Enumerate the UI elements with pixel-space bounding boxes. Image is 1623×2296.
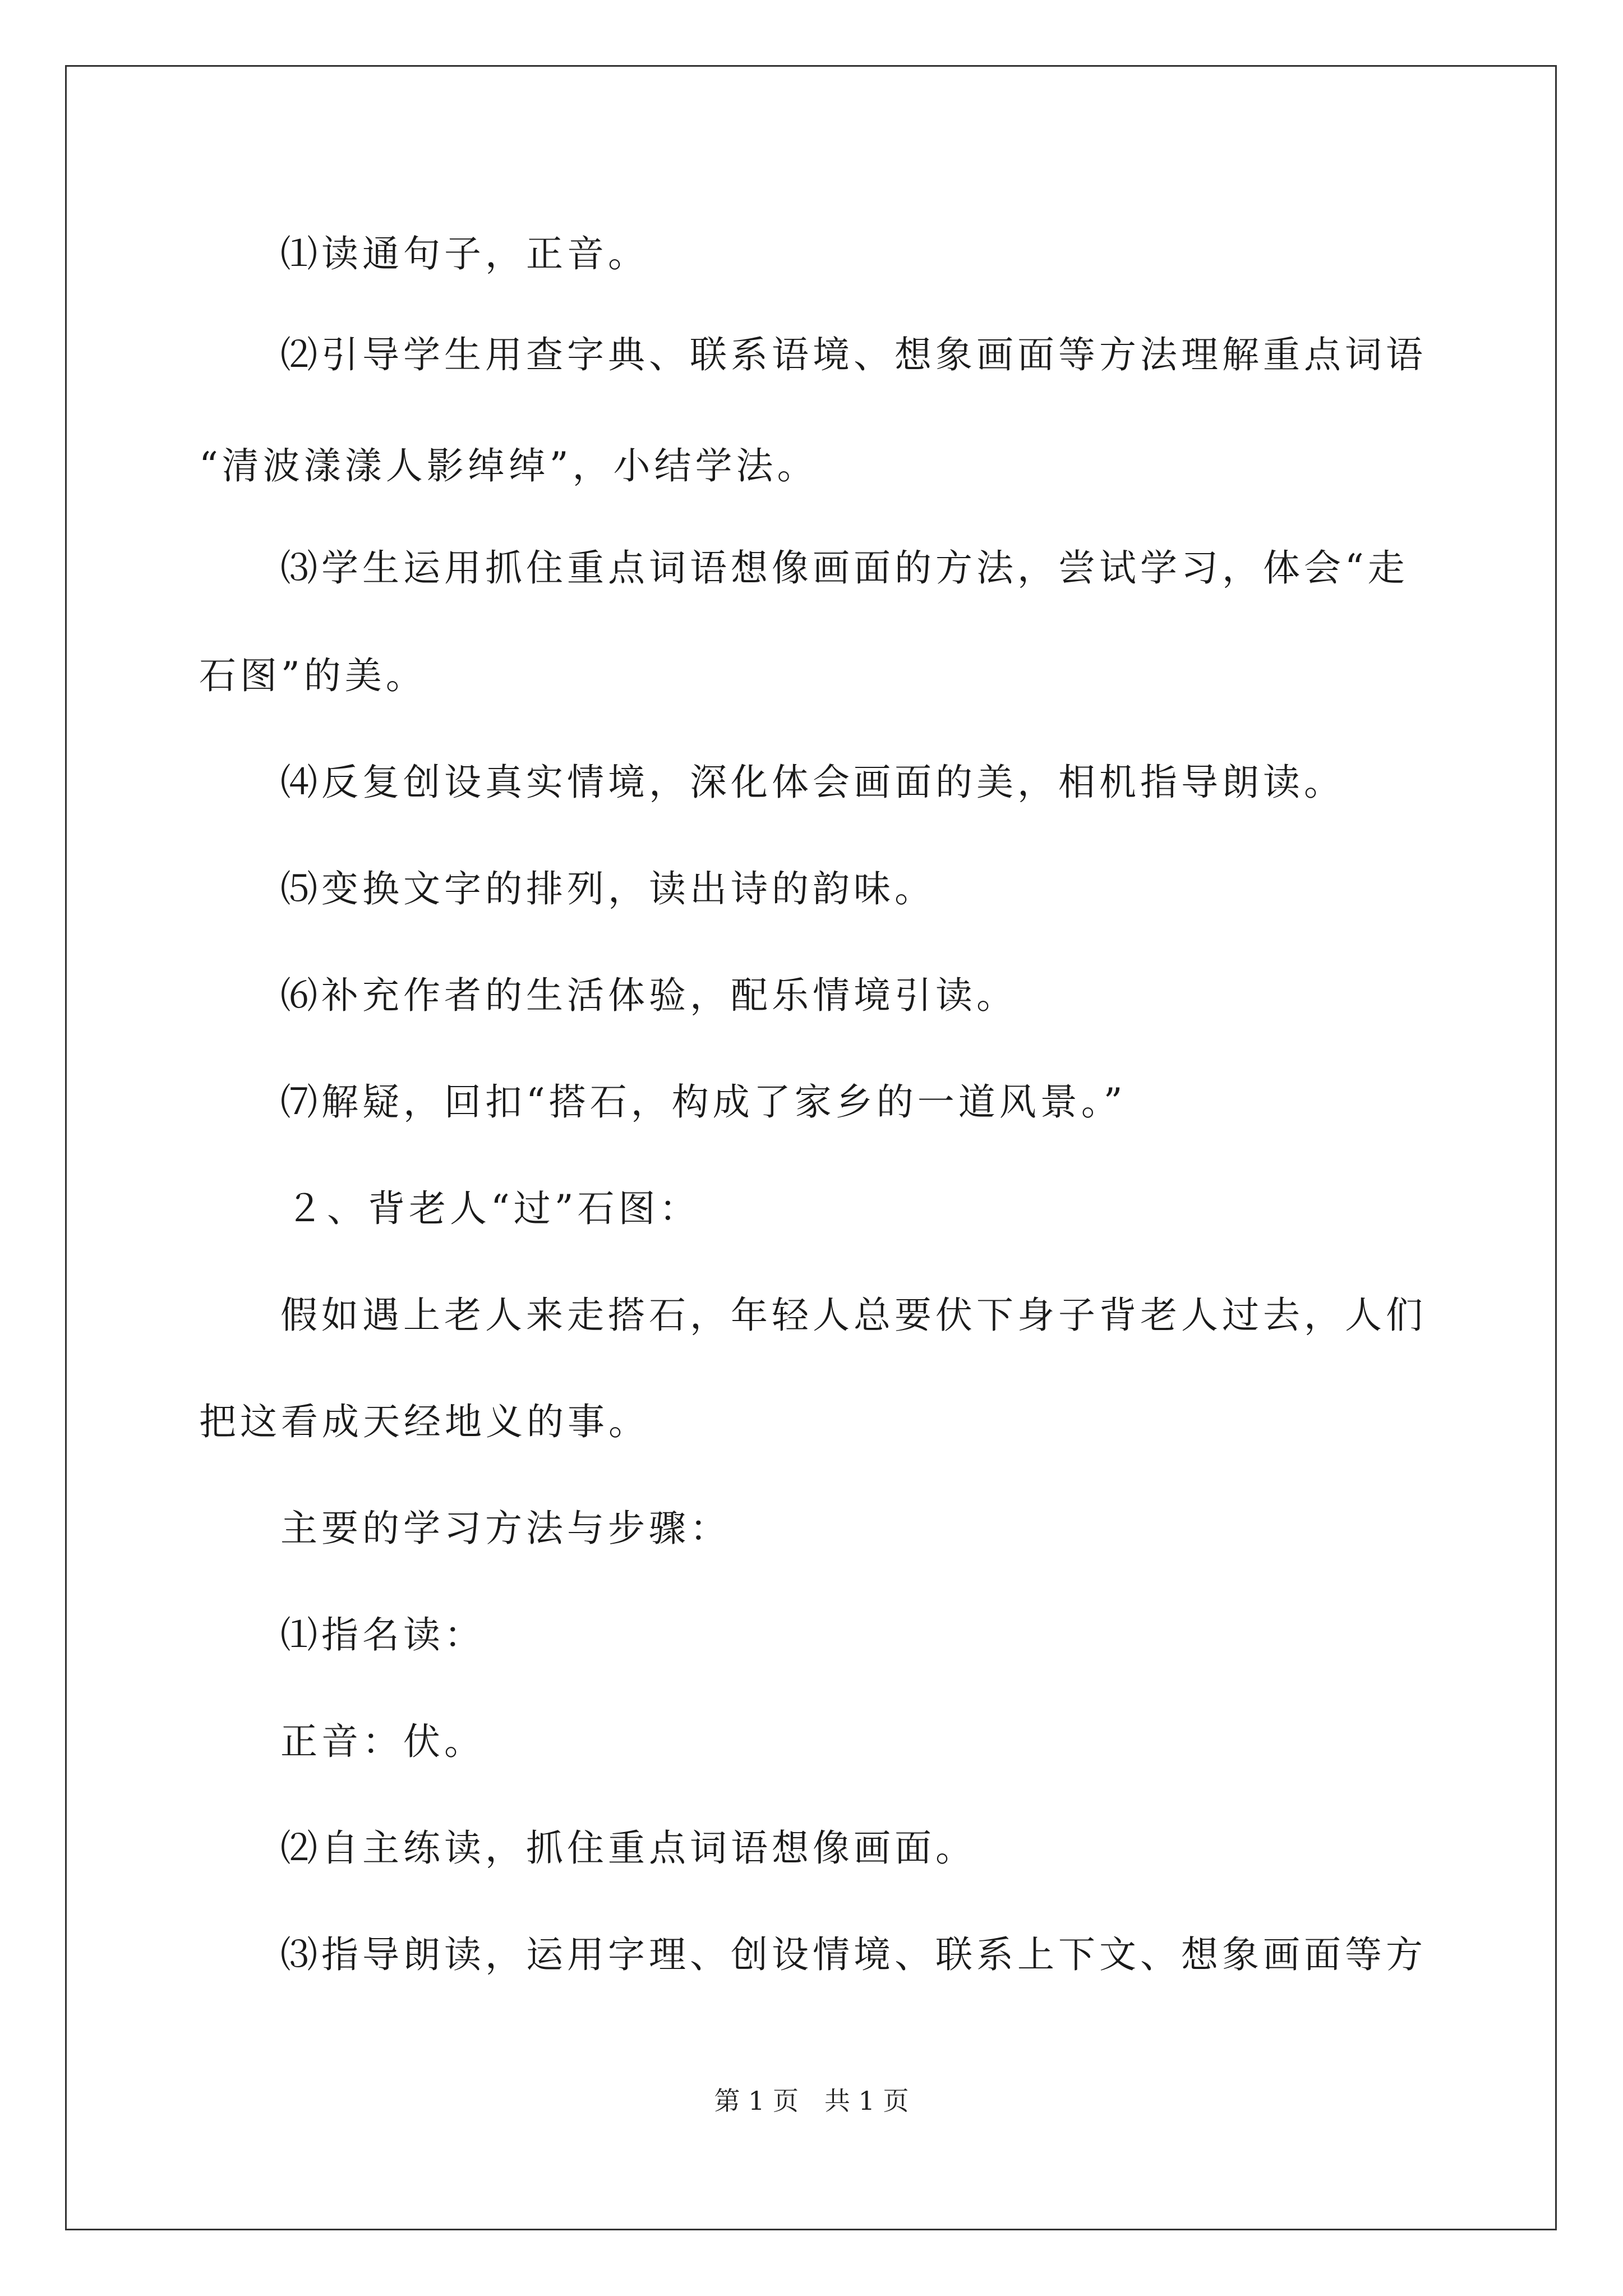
page-border xyxy=(65,65,1557,2230)
paragraph-line: 正音：伏。 xyxy=(280,1720,485,1763)
paragraph-line: ⑶指导朗读，运用字理、创设情境、联系上下文、想象画面等方 xyxy=(280,1933,1427,1976)
paragraph-line: ⑴指名读： xyxy=(280,1613,485,1657)
paragraph-line: ⑷反复创设真实情境，深化体会画面的美，相机指导朗读。 xyxy=(280,761,1345,804)
section-heading: ２、背老人“过”石图： xyxy=(286,1187,700,1230)
paragraph-line: ⑴读通句子，正音。 xyxy=(280,232,649,275)
paragraph-line: 假如遇上老人来走搭石，年轻人总要伏下身子背老人过去，人们 xyxy=(280,1294,1427,1337)
page-footer: 第 1 页 共 1 页 xyxy=(714,2086,909,2116)
paragraph-line: “清波漾漾人影绰绰”，小结学法。 xyxy=(199,444,818,487)
paragraph-line: ⑺解疑，回扣“搭石，构成了家乡的一道风景。” xyxy=(280,1080,1127,1124)
paragraph-line: 把这看成天经地义的事。 xyxy=(199,1400,649,1443)
paragraph-line: 主要的学习方法与步骤： xyxy=(280,1507,731,1550)
paragraph-line: 石图”的美。 xyxy=(199,654,427,697)
paragraph-line: ⑸变换文字的排列，读出诗的韵味。 xyxy=(280,867,935,910)
paragraph-line: ⑵引导学生用查字典、联系语境、想象画面等方法理解重点词语 xyxy=(280,333,1427,376)
paragraph-line: ⑶学生运用抓住重点词语想像画面的方法，尝试学习，体会“走 xyxy=(280,546,1409,590)
paragraph-line: ⑹补充作者的生活体验，配乐情境引读。 xyxy=(280,974,1017,1017)
paragraph-line: ⑵自主练读，抓住重点词语想像画面。 xyxy=(280,1826,976,1870)
